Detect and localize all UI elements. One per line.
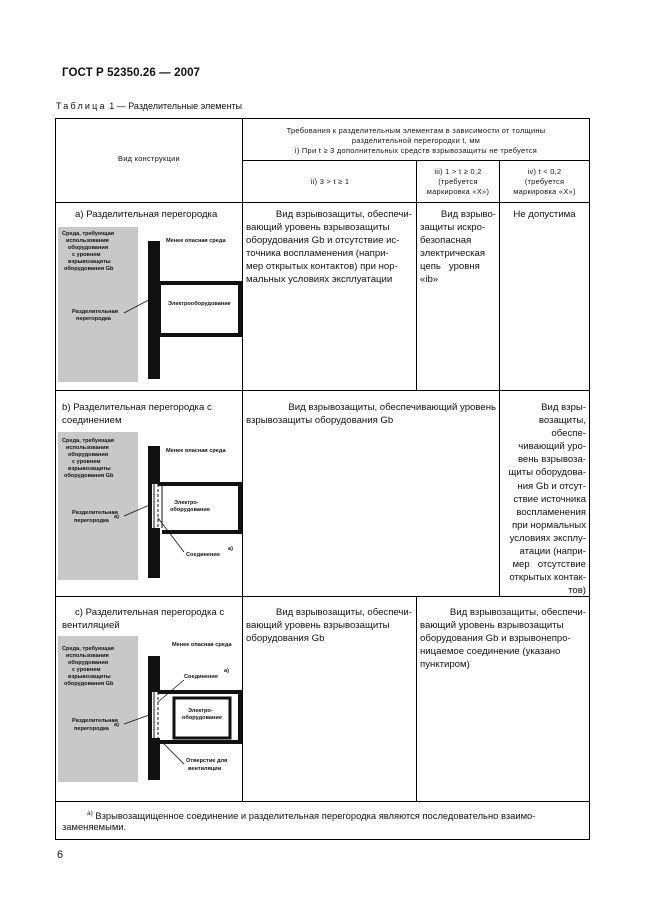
- document-title: ГОСТ Р 52350.26 — 2007: [62, 67, 201, 79]
- svg-text:оборудования: оборудования: [68, 452, 109, 458]
- header-sub-iii-line3: маркировка «X»): [426, 187, 490, 196]
- row-a-title: a) Разделительная перегородка: [75, 209, 218, 220]
- svg-text:перегородка: перегородка: [74, 518, 109, 524]
- wall-upper: [148, 241, 160, 283]
- svg-text:перегородка: перегородка: [74, 726, 109, 732]
- header-sub-iv-line2: (требуется: [524, 177, 565, 186]
- svg-text:использования: использования: [66, 653, 109, 659]
- svg-text:Соединение: Соединение: [184, 674, 218, 680]
- less-danger-label: Менее опасная среда: [166, 238, 226, 244]
- header-requirements-line3: i) При t ≥ 3 дополнительных средств взрывозащиты не требуется: [294, 146, 538, 155]
- svg-text:Менее опасная среда: Менее опасная среда: [166, 448, 226, 454]
- svg-text:взрывозащиты: взрывозащиты: [68, 466, 111, 472]
- row-a-col-iii: Вид взрыво- защиты искро- безопасная электрическая цепь уровня «ib»: [420, 209, 496, 286]
- header-requirements-line2: разделительной перегородки t, мм: [351, 136, 481, 145]
- row-b-col-iv: Вид взры- возащиты, обеспе- чивающий уро- вень взрывоза- щиты оборудова- ния Gb и отсут- ствие источника воспламенения при нормальных условиях эксплу- атации (напри- мер отсутствие открытых контак- тов): [508, 402, 586, 597]
- svg-text:Разделительная: Разделительная: [72, 718, 118, 724]
- svg-text:Среда, требующая: Среда, требующая: [62, 646, 114, 652]
- wall-lower: [148, 335, 160, 379]
- footnote-line-1: [87, 807, 535, 822]
- svg-text:Электро-: Электро-: [188, 708, 213, 714]
- svg-text:оборудование: оборудование: [182, 715, 222, 721]
- svg-text:a): a): [114, 514, 119, 520]
- row-c-title: c) Разделительная перегородка с: [75, 607, 225, 618]
- svg-text:a): a): [114, 722, 119, 728]
- row-b-title-2: соединением: [62, 415, 122, 426]
- svg-text:Разделительная: Разделительная: [72, 510, 118, 516]
- footnote-line-2: заменяемыми.: [62, 821, 127, 832]
- zone-label-5: взрывозащиты: [68, 259, 111, 265]
- equipment-label: Электрооборудование: [168, 301, 231, 307]
- zone-label-4: с уровнем: [72, 252, 101, 258]
- equipment-enclosure: [154, 283, 240, 335]
- header-sub-iv-line3: маркировка «X»): [513, 187, 576, 196]
- header-sub-iii-line2: (требуется: [438, 177, 478, 186]
- partition-label-2: перегородка: [76, 316, 111, 322]
- svg-text:оборудования Gb: оборудования Gb: [64, 473, 114, 479]
- row-c-col-iii-iv: Вид взрывозащиты, обеспечи- вающий уровень взрывозащиты оборудования Gb и взрывонепро- ницаемое соединение (указано пунктиром): [420, 607, 586, 671]
- header-requirements-line1: Требования к разделительным элементам в зависимости от толщины: [286, 126, 546, 135]
- header-construction-type: Вид конструкции: [118, 154, 180, 163]
- zone-label-2: использования: [66, 238, 109, 244]
- svg-text:взрывозащиты: взрывозащиты: [68, 674, 111, 680]
- footnote-mark: a): [87, 810, 93, 817]
- row-a-figure: [58, 227, 242, 387]
- svg-text:Менее опасная среда: Менее опасная среда: [172, 642, 232, 648]
- page-number: 6: [57, 849, 64, 861]
- zone-label-6: оборудования Gb: [64, 266, 114, 272]
- partition-label-1: Разделительная: [72, 309, 118, 315]
- svg-text:Электро-: Электро-: [174, 500, 199, 506]
- svg-text:Отверстие для: Отверстие для: [186, 758, 228, 764]
- svg-text:с уровнем: с уровнем: [72, 459, 101, 465]
- footnote-text-1: Взрывозащищенное соединение и разделительная перегородка являются последовательно взаимо-: [92, 810, 536, 822]
- svg-text:оборудование: оборудование: [170, 507, 210, 513]
- svg-text:оборудования Gb: оборудования Gb: [64, 681, 114, 687]
- table-caption-prefix: Таблица: [56, 101, 107, 111]
- svg-text:Соединение: Соединение: [186, 552, 220, 558]
- header-sub-iii-line1: iii) 1 > t ≥ 0,2: [434, 167, 482, 176]
- svg-text:с уровнем: с уровнем: [72, 667, 101, 673]
- svg-text:использования: использования: [66, 445, 109, 451]
- row-b-figure: [58, 432, 242, 582]
- row-c-title-2: вентиляцией: [62, 620, 120, 631]
- svg-text:a): a): [224, 668, 229, 674]
- row-a-col-iv: Не допустима: [513, 209, 576, 220]
- header-sub-iv-line1: iv) t < 0,2: [527, 167, 562, 176]
- row-b-title: b) Разделительная перегородка с: [62, 402, 212, 413]
- header-sub-ii: ii) 3 > t ≥ 1: [310, 177, 350, 186]
- table-caption: [56, 101, 242, 111]
- svg-text:оборудования: оборудования: [68, 660, 109, 666]
- row-c-figure: [58, 636, 242, 786]
- svg-text:a): a): [228, 546, 233, 552]
- zone-label-1: Среда, требующая: [62, 231, 114, 237]
- row-b-col-ii-iii: Вид взрывозащиты, обеспечивающий уровень взрывозащиты оборудования Gb: [246, 402, 496, 427]
- zone-label-3: оборудования: [68, 245, 109, 251]
- row-c-col-ii: Вид взрывозащиты, обеспечи- вающий уровень взрывозащиты оборудования Gb: [246, 607, 412, 645]
- table-caption-rest: 1 — Разделительные элементы: [106, 101, 243, 111]
- svg-text:вентиляции: вентиляции: [188, 766, 222, 772]
- row-a-col-ii: Вид взрывозащиты, обеспечи- вающий уровень взрывозащиты оборудования Gb и отсутствие ис- точника воспламенения (напри- мер открытых контактов) при нор- мальных условиях эксплуатации: [246, 209, 412, 286]
- svg-text:Среда, требующая: Среда, требующая: [62, 438, 114, 444]
